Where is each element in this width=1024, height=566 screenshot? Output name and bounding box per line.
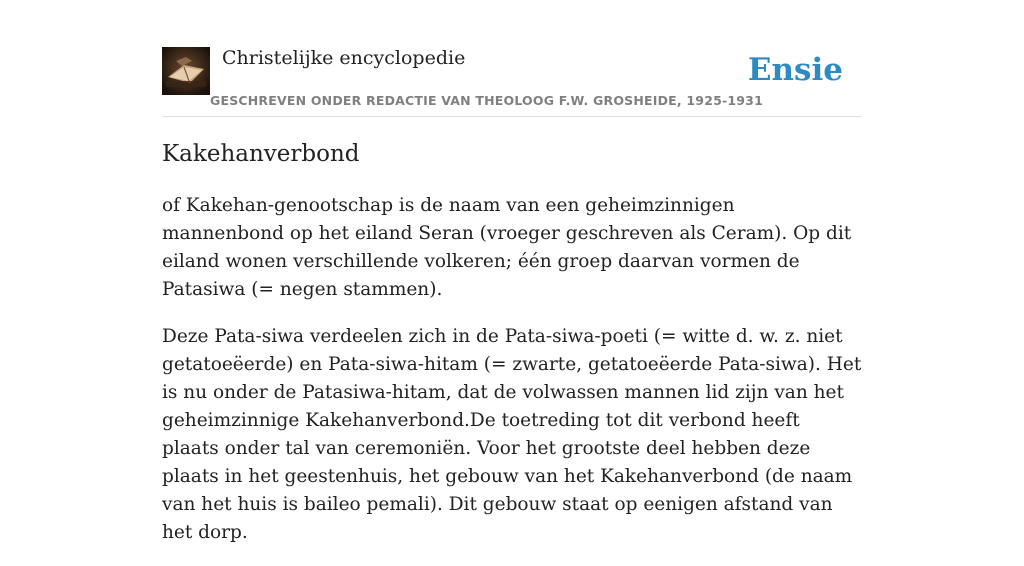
article-paragraph: Deze Pata-siwa verdeelen zich in de Pata-siwa-poeti (= witte d. w. z. niet getatoeëerde) en Pata-siwa-hitam (= zwarte, getatoeëerde Pata-siwa). Het is nu onder de Patasiwa-hitam, dat de volwassen mannen lid zijn van het geheimzinnige Kakehanverbond.De toetreding tot dit verbond heeft plaats onder tal van ceremoniën. Voor het grootste deel hebben deze plaats in het geestenhuis, het gebouw van het Kakehanverbond (de naam van het huis is baileo pemali). Dit gebouw staat op eenigen afstand van het dorp.	[162, 326, 862, 543]
site-title[interactable]: Christelijke encyclopedie	[222, 47, 466, 69]
ensie-logo-link[interactable]: Ensie	[747, 52, 843, 88]
site-header	[162, 46, 862, 117]
site-subtitle: GESCHREVEN ONDER REDACTIE VAN THEOLOOG F.W. GROSHEIDE, 1925-1931	[210, 93, 763, 108]
book-photo-icon[interactable]	[162, 47, 210, 95]
article-title: Kakehanverbond	[162, 141, 360, 167]
article-paragraph: of Kakehan-genootschap is de naam van een geheimzinnigen mannenbond op het eiland Seran (vroeger geschreven als Ceram). Op dit eiland wonen verschillende volkeren; één groep daarvan vormen de Patasiwa (= negen stammen).	[162, 195, 852, 300]
article-body	[162, 192, 862, 566]
